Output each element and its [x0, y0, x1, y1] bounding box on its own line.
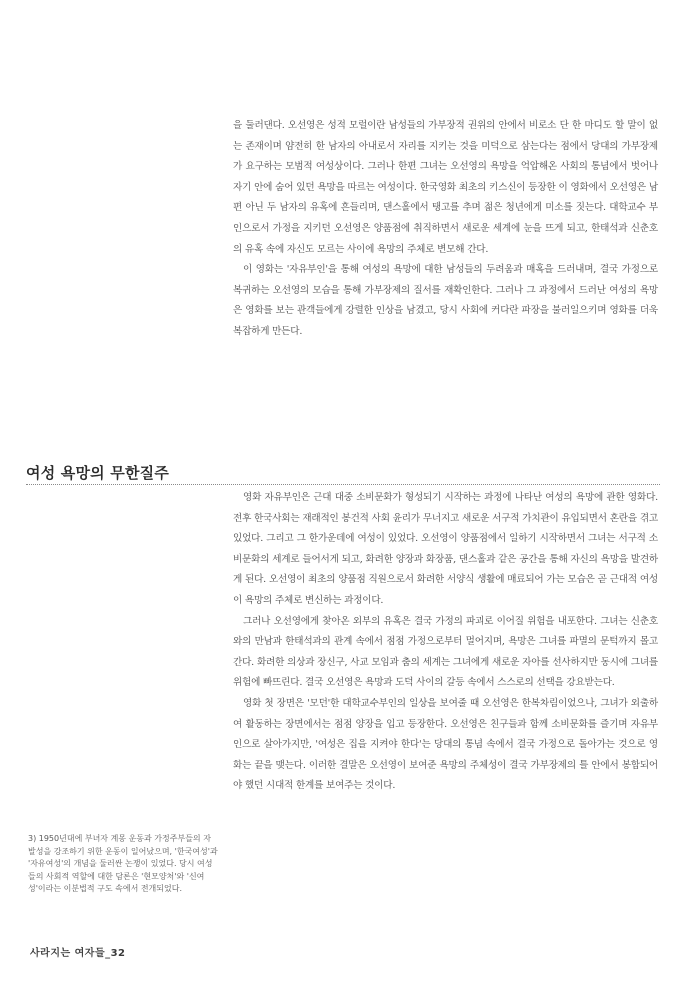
paragraph: 을 둘러댄다. 오선영은 성적 모럴이란 남성들의 가부장적 권위의 안에서 비로소 단 한 마디도 할 말이 없는 존재이며 얌전히 한 남자의 아내로서 자리를 지키는 것을 미덕으로 삼는다는 점에서 당대의 가부장제가 요구하는 모범적 여성상이다. 그러나 한편 그녀는 오선영의 욕망을 억압해온 사회의 통념에서 벗어나 자기 안에 숨어 있던 욕망을 따르는 여성이다. 한국영화 최초의 키스신이 등장한 이 영화에서 오선영은 남편 아닌 두 남자의 유혹에 흔들리며, 댄스홀에서 탱고를 추며 젊은 청년에게 미소를 짓는다. 대학교수 부인으로서 가정을 지키던 오선영은 양품점에 취직하면서 새로운 세계에 눈을 뜨게 되고, 한태석과 신춘호의 유혹 속에 자신도 모르는 사이에 욕망의 주체로 변모해 간다.	[233, 120, 658, 255]
paragraph: 영화 자유부인은 근대 대중 소비문화가 형성되기 시작하는 과정에 나타난 여성의 욕망에 관한 영화다. 전후 한국사회는 재래적인 봉건적 사회 윤리가 무너지고 새로운 서구적 가치관이 유입되면서 혼란을 겪고 있었다. 그리고 그 한가운데에 여성이 있었다. 오선영이 양품점에서 일하기 시작하면서 그녀는 서구적 소비문화의 세계로 들어서게 되고, 화려한 양장과 화장품, 댄스홀과 같은 공간을 통해 자신의 욕망을 발견하게 된다. 오선영이 최초의 양품점 직원으로서 화려한 서양식 생활에 매료되어 가는 모습은 곧 근대적 여성이 욕망의 주체로 변신하는 과정이다.	[233, 492, 658, 606]
section-heading: 여성 욕망의 무한질주	[26, 464, 170, 482]
body-text-top	[233, 116, 658, 343]
footnote: 3) 1950년대에 부녀자 계몽 운동과 가정주부들의 자발성을 강조하기 위한 운동이 일어났으며, '한국여성'과 '자유여성'의 개념을 둘러싼 논쟁이 있었다. 당시 여성들의 사회적 역할에 대한 담론은 '현모양처'와 '신여성'이라는 이분법적 구도 속에서 전개되었다.	[28, 834, 218, 894]
page-footer: 사라지는 여자들_32	[30, 948, 126, 959]
paragraph: 그러나 오선영에게 찾아온 외부의 유혹은 결국 가정의 파괴로 이어질 위험을 내포한다. 그녀는 신춘호와의 만남과 한태석과의 관계 속에서 점점 가정으로부터 멀어지며, 욕망은 그녀를 파멸의 문턱까지 몰고 간다. 화려한 의상과 장신구, 사교 모임과 춤의 세계는 그녀에게 새로운 자아를 선사하지만 동시에 그녀를 위험에 빠뜨린다. 결국 오선영은 욕망과 도덕 사이의 갈등 속에서 스스로의 선택을 강요받는다.	[233, 615, 658, 689]
paragraph: 이 영화는 '자유부인'을 통해 여성의 욕망에 대한 남성들의 두려움과 매혹을 드러내며, 결국 가정으로 복귀하는 오선영의 모습을 통해 가부장제의 질서를 재확인한다. 그러나 그 과정에서 드러난 여성의 욕망은 영화를 보는 관객들에게 강렬한 인상을 남겼고, 당시 사회에 커다란 파장을 불러일으키며 영화를 더욱 복잡하게 만든다.	[233, 264, 658, 337]
heading-divider	[26, 484, 660, 485]
body-text-section	[233, 488, 658, 797]
paragraph: 영화 첫 장면은 '모던'한 대학교수부인의 일상을 보여줄 때 오선영은 한복차림이었으나, 그녀가 외출하여 활동하는 장면에서는 점점 양장을 입고 등장한다. 오선영은 친구들과 함께 소비문화를 즐기며 자유부인으로 살아가지만, '여성은 집을 지켜야 한다'는 당대의 통념 속에서 결국 가정으로 돌아가는 것으로 영화는 끝을 맺는다. 이러한 결말은 오선영이 보여준 욕망의 주체성이 결국 가부장제의 틀 안에서 봉합되어야 했던 시대적 한계를 보여주는 것이다.	[233, 697, 658, 792]
